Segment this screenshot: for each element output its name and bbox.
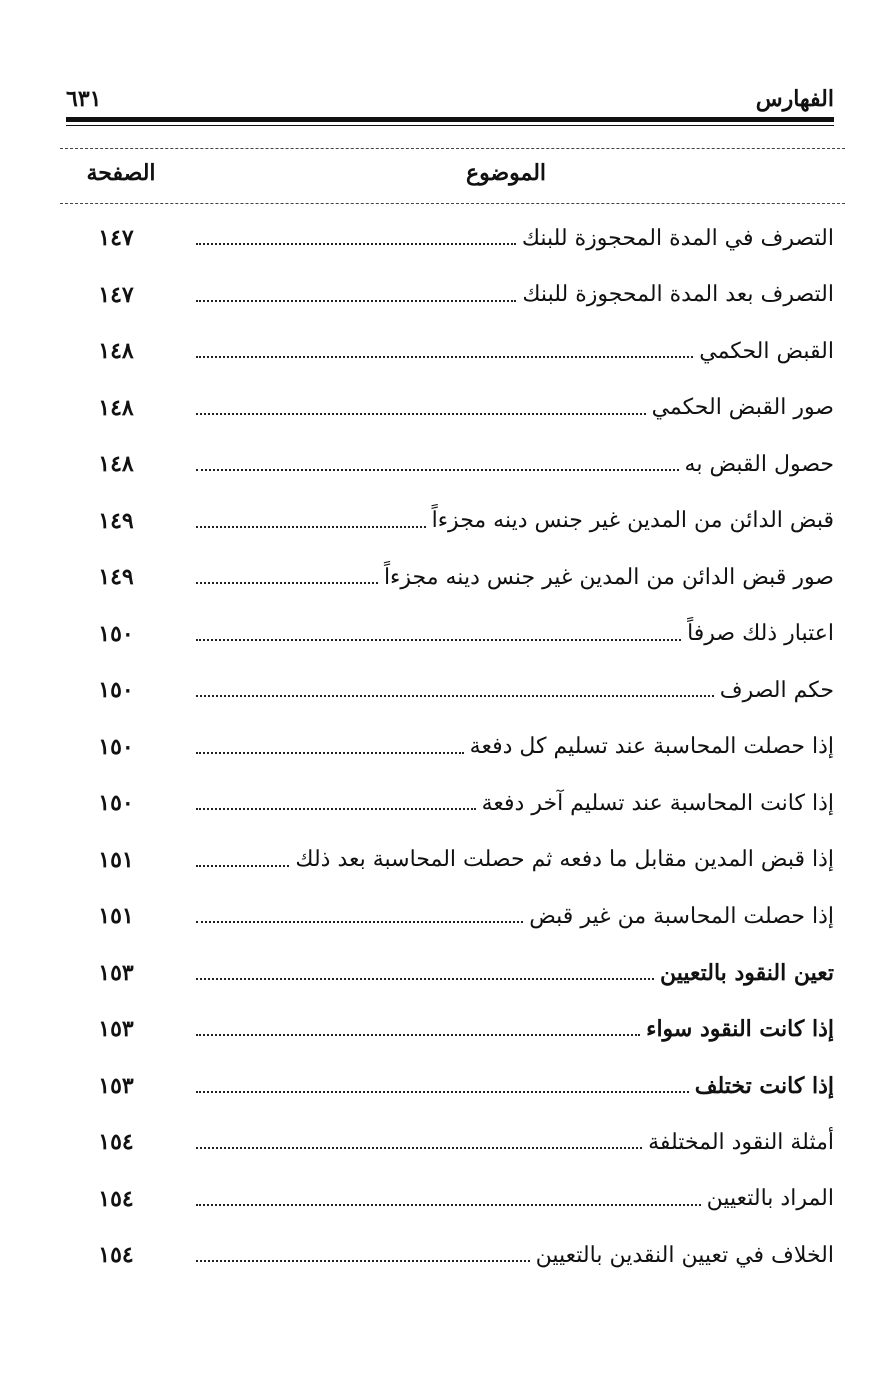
toc-entry-page: ١٥١ <box>98 846 134 873</box>
toc-entry-page: ١٤٩ <box>98 507 134 534</box>
toc-entry-page: ١٤٧ <box>98 281 134 308</box>
toc-entry <box>66 549 834 606</box>
toc-entry-page: ١٥٤ <box>98 1129 134 1156</box>
toc-entry-title: إذا حصلت المحاسبة من غير قبض <box>529 903 834 929</box>
toc-entry-title: القبض الحكمي <box>699 338 834 364</box>
toc-entry <box>66 945 834 1002</box>
dot-leader <box>196 695 714 697</box>
toc-entry-title: حصول القبض به <box>684 451 834 477</box>
toc-entry <box>66 606 834 663</box>
toc-entry-page: ١٥٣ <box>98 959 134 986</box>
dot-leader <box>196 356 693 358</box>
toc-entry <box>66 1227 834 1284</box>
toc-entry <box>66 1114 834 1171</box>
running-title: الفهارس <box>755 86 834 112</box>
toc-entry-page: ١٥٠ <box>98 677 134 704</box>
toc-entry <box>66 719 834 776</box>
running-header <box>66 86 834 116</box>
toc-entry-title: حكم الصرف <box>719 677 834 703</box>
subject-column-header: الموضوع <box>465 160 547 186</box>
dot-leader <box>196 582 378 584</box>
toc-entry-title: أمثلة النقود المختلفة <box>648 1129 834 1155</box>
toc-entry <box>66 267 834 324</box>
toc-entry <box>66 1001 834 1058</box>
toc-entry-title: المراد بالتعيين <box>706 1186 834 1212</box>
toc-entry-title: قبض الدائن من المدين غير جنس دينه مجزءاً <box>431 508 834 534</box>
dot-leader <box>196 865 289 867</box>
toc-entry-page: ١٥٣ <box>98 1016 134 1043</box>
header-rule-thin <box>66 125 834 126</box>
toc-entry-page: ١٥٤ <box>98 1185 134 1212</box>
dot-leader <box>196 300 516 302</box>
toc-entry <box>66 775 834 832</box>
toc-entry <box>66 436 834 493</box>
page-column-header: الصفحة <box>86 160 156 186</box>
toc-entry-title: التصرف بعد المدة المحجوزة للبنك <box>522 282 834 308</box>
toc-entry <box>66 210 834 267</box>
toc-entry <box>66 888 834 945</box>
toc-entry-title: صور قبض الدائن من المدين غير جنس دينه مجزءاً <box>383 564 834 590</box>
toc-entry <box>66 832 834 889</box>
toc-entry-page: ١٥٠ <box>98 790 134 817</box>
header-rule-thick <box>66 117 834 122</box>
column-header-top-divider <box>60 148 845 149</box>
dot-leader <box>196 752 464 754</box>
dot-leader <box>196 1204 701 1206</box>
dot-leader <box>196 1034 640 1036</box>
dot-leader <box>196 978 654 980</box>
toc-entry-page: ١٥٣ <box>98 1072 134 1099</box>
toc-entry-title: اعتبار ذلك صرفاً <box>687 621 834 647</box>
toc-entry-title: إذا كانت المحاسبة عند تسليم آخر دفعة <box>481 790 834 816</box>
dot-leader <box>196 1147 642 1149</box>
toc-entry-page: ١٥٠ <box>98 620 134 647</box>
toc-entry-page: ١٥٤ <box>98 1242 134 1269</box>
toc-entry-title: صور القبض الحكمي <box>651 395 834 421</box>
toc-entry-page: ١٥٠ <box>98 733 134 760</box>
page-number: ٦٣١ <box>66 86 102 112</box>
dot-leader <box>196 639 681 641</box>
toc-entry-title: إذا كانت النقود سواء <box>646 1016 834 1043</box>
toc-entry <box>66 493 834 550</box>
toc-entry-page: ١٤٧ <box>98 225 134 252</box>
toc-entry-title: الخلاف في تعيين النقدين بالتعيين <box>535 1242 834 1268</box>
toc-entry-title: إذا قبض المدين مقابل ما دفعه ثم حصلت المحاسبة بعد ذلك <box>295 847 834 873</box>
toc-entry <box>66 662 834 719</box>
dot-leader <box>196 1260 530 1262</box>
dot-leader <box>196 526 426 528</box>
dot-leader <box>196 243 516 245</box>
toc-entry-page: ١٤٨ <box>98 451 134 478</box>
column-header-row <box>66 160 834 196</box>
toc-entry-title: التصرف في المدة المحجوزة للبنك <box>521 225 834 251</box>
dot-leader <box>196 808 476 810</box>
toc-entry-page: ١٤٨ <box>98 338 134 365</box>
dot-leader <box>196 413 646 415</box>
toc-list <box>66 210 834 1284</box>
toc-entry-page: ١٥١ <box>98 903 134 930</box>
dot-leader <box>196 921 523 923</box>
toc-entry <box>66 1171 834 1228</box>
toc-entry-page: ١٤٨ <box>98 394 134 421</box>
toc-entry-title: إذا كانت تختلف <box>694 1072 834 1099</box>
dot-leader <box>196 469 679 471</box>
dot-leader <box>196 1091 689 1093</box>
toc-entry-title: تعين النقود بالتعيين <box>660 959 834 986</box>
toc-entry <box>66 323 834 380</box>
toc-entry <box>66 1058 834 1115</box>
column-header-bottom-divider <box>60 203 845 204</box>
toc-entry-page: ١٤٩ <box>98 564 134 591</box>
toc-entry-title: إذا حصلت المحاسبة عند تسليم كل دفعة <box>469 734 834 760</box>
toc-entry <box>66 380 834 437</box>
